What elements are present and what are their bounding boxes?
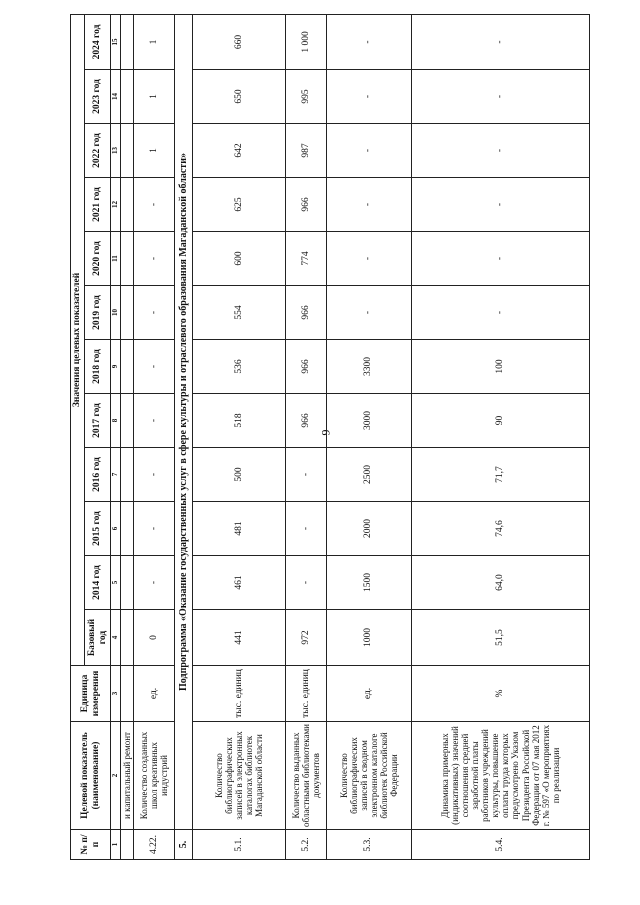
row-value: 500 [193, 448, 286, 502]
row-value: 995 [286, 70, 327, 124]
row-value: - [134, 556, 175, 610]
header-no: № п/п [71, 830, 111, 860]
row-value [121, 340, 134, 394]
row-value: - [134, 502, 175, 556]
row-value: 441 [193, 610, 286, 666]
rotated-table-container [70, 15, 590, 860]
row-value: - [326, 178, 411, 232]
row-value [121, 502, 134, 556]
row-value: 3300 [326, 340, 411, 394]
row-value: - [411, 232, 589, 286]
row-value [121, 70, 134, 124]
row-value [121, 448, 134, 502]
header-year: 2016 год [85, 448, 111, 502]
column-number: 13 [111, 124, 121, 178]
row-number: 5.2. [286, 830, 327, 860]
column-number: 9 [111, 340, 121, 394]
row-value: 2000 [326, 502, 411, 556]
row-value [121, 286, 134, 340]
row-value: 554 [193, 286, 286, 340]
row-value: 650 [193, 70, 286, 124]
header-year: 2021 год [85, 178, 111, 232]
row-value [121, 610, 134, 666]
row-value: 74,6 [411, 502, 589, 556]
row-name: Количество библиографических записей в электронных каталогах библиотек Магаданской области [193, 722, 286, 830]
row-value: 0 [134, 610, 175, 666]
row-number: 5.3. [326, 830, 411, 860]
row-value: 1000 [326, 610, 411, 666]
column-number: 11 [111, 232, 121, 286]
row-value: - [286, 448, 327, 502]
row-value: 71,7 [411, 448, 589, 502]
row-unit: тыс. единиц [193, 666, 286, 722]
column-number: 15 [111, 14, 121, 69]
row-value [121, 556, 134, 610]
section-number: 5. [174, 830, 192, 860]
header-year: 2018 год [85, 340, 111, 394]
column-number: 10 [111, 286, 121, 340]
row-value: - [411, 124, 589, 178]
column-number: 5 [111, 556, 121, 610]
row-value: - [286, 556, 327, 610]
row-name: Количество библиографических записей в сводном электронном каталоге библиотек Российской Федерации [326, 722, 411, 830]
table-row [286, 14, 327, 859]
column-number: 12 [111, 178, 121, 232]
row-unit: ед. [326, 666, 411, 722]
column-number: 7 [111, 448, 121, 502]
row-value: 642 [193, 124, 286, 178]
table-row [121, 14, 134, 859]
row-value: - [134, 178, 175, 232]
column-number: 1 [111, 830, 121, 860]
column-number: 2 [111, 722, 121, 830]
row-value: 536 [193, 340, 286, 394]
row-number: 4.22. [134, 830, 175, 860]
row-value: 972 [286, 610, 327, 666]
header-values-group: Значения целевых показателей [71, 14, 85, 665]
row-value [121, 178, 134, 232]
column-number-row [111, 14, 121, 859]
table-row [326, 14, 411, 859]
row-value: 90 [411, 394, 589, 448]
section-title: Подпрограмма «Оказание государственных услуг в сфере культуры и отраслевого образования Магаданской области» [174, 14, 192, 829]
row-unit: % [411, 666, 589, 722]
table-row [134, 14, 175, 859]
header-year: 2019 год [85, 286, 111, 340]
row-value [121, 232, 134, 286]
header-unit: Единица измерения [71, 666, 111, 722]
row-value: 1 [134, 14, 175, 69]
row-value: - [134, 286, 175, 340]
row-value: 1 000 [286, 14, 327, 69]
header-year: 2022 год [85, 124, 111, 178]
column-number: 4 [111, 610, 121, 666]
row-value: - [134, 340, 175, 394]
row-value: 625 [193, 178, 286, 232]
row-name: Количество выданных областными библиотеками документов [286, 722, 327, 830]
row-value: - [326, 70, 411, 124]
row-number [121, 830, 134, 860]
row-value: 966 [286, 286, 327, 340]
row-value: 987 [286, 124, 327, 178]
row-value: 481 [193, 502, 286, 556]
row-value: 600 [193, 232, 286, 286]
row-value: 2500 [326, 448, 411, 502]
row-value: 3000 [326, 394, 411, 448]
row-value [121, 394, 134, 448]
row-value: - [411, 70, 589, 124]
header-year: 2014 год [85, 556, 111, 610]
row-value: - [326, 14, 411, 69]
table-row [411, 14, 589, 859]
row-unit [121, 666, 134, 722]
row-value: 966 [286, 340, 327, 394]
indicators-table [70, 14, 590, 860]
row-value: 1500 [326, 556, 411, 610]
row-value: - [411, 286, 589, 340]
section-row [174, 14, 192, 859]
header-year: 2024 год [85, 14, 111, 69]
row-value: 461 [193, 556, 286, 610]
row-value: 966 [286, 178, 327, 232]
row-number: 5.1. [193, 830, 286, 860]
row-unit: тыс. единиц [286, 666, 327, 722]
column-number: 14 [111, 70, 121, 124]
row-name: Количество созданных школ креативных индустрий [134, 722, 175, 830]
row-value: 518 [193, 394, 286, 448]
table-row [193, 14, 286, 859]
header-name: Целевой показатель (наименование) [71, 722, 111, 830]
row-value [121, 14, 134, 69]
row-value [121, 124, 134, 178]
header-year: 2017 год [85, 394, 111, 448]
row-unit: ед. [134, 666, 175, 722]
row-name: Динамика примерных (индикативных) значений соотношения средней заработной платы работников учреждений культуры, повышение оплаты труда которых предусмотрено Указом Президента Российской Федерации от 07 мая 2012 г. № 597 «О мероприятиях по реализации [411, 722, 589, 830]
header-year: Базовый год [85, 610, 111, 666]
column-number: 8 [111, 394, 121, 448]
header-year: 2023 год [85, 70, 111, 124]
header-year: 2020 год [85, 232, 111, 286]
row-value: - [326, 232, 411, 286]
row-value: - [326, 286, 411, 340]
row-value: - [411, 178, 589, 232]
row-name: и капитальный ремонт [121, 722, 134, 830]
row-value: 51,5 [411, 610, 589, 666]
row-value: 1 [134, 124, 175, 178]
row-number: 5.4. [411, 830, 589, 860]
column-number: 6 [111, 502, 121, 556]
column-number: 3 [111, 666, 121, 722]
row-value: 966 [286, 394, 327, 448]
row-value: 1 [134, 70, 175, 124]
row-value: - [411, 14, 589, 69]
row-value: 64,0 [411, 556, 589, 610]
row-value: - [134, 394, 175, 448]
row-value: - [134, 232, 175, 286]
page-number: 9 [318, 429, 333, 436]
row-value: 100 [411, 340, 589, 394]
row-value: - [134, 448, 175, 502]
row-value: - [326, 124, 411, 178]
row-value: 660 [193, 14, 286, 69]
header-year: 2015 год [85, 502, 111, 556]
row-value: - [286, 502, 327, 556]
row-value: 774 [286, 232, 327, 286]
